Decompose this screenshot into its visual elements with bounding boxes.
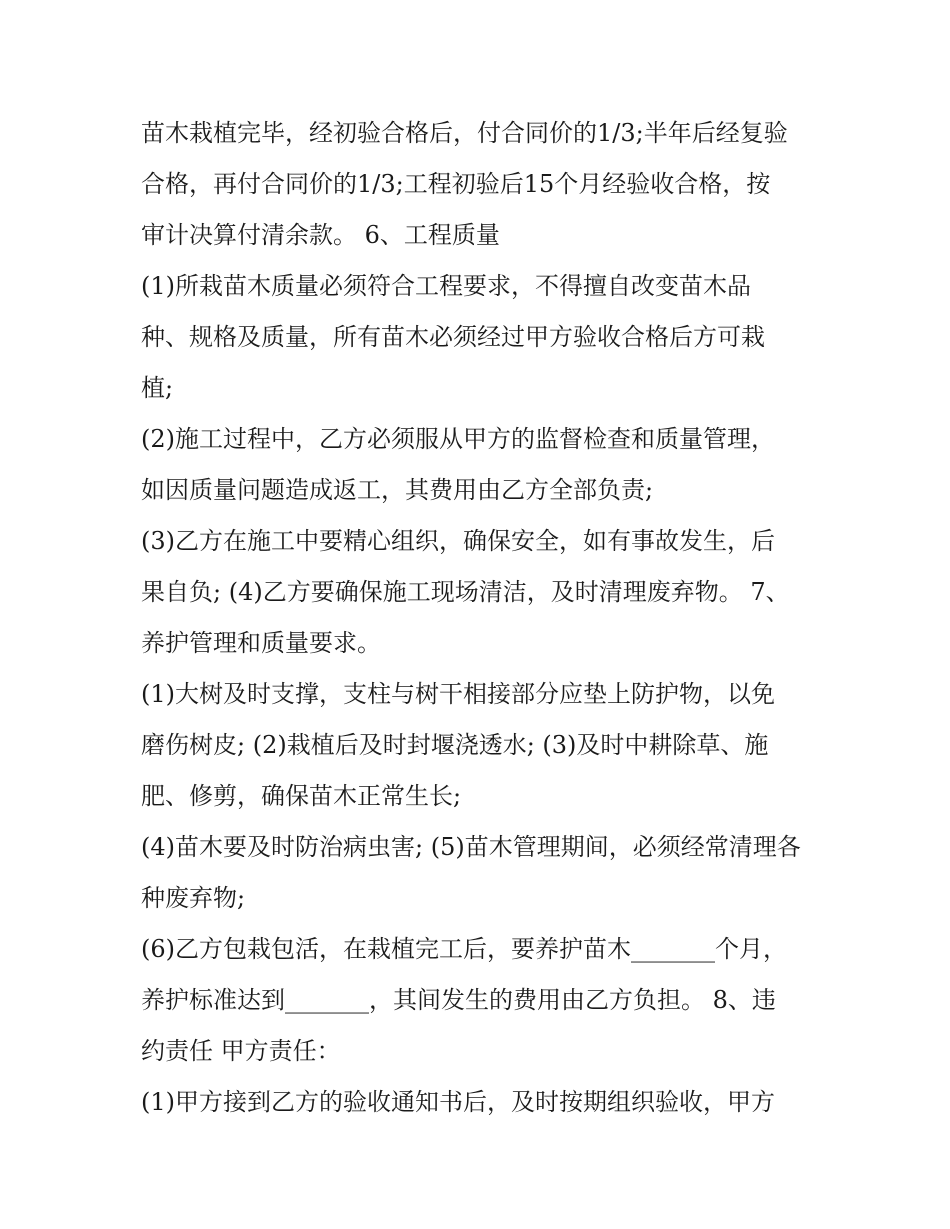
text-line: 苗木栽植完毕，经初验合格后，付合同价的1/3;半年后经复验 (141, 119, 788, 147)
text-line: 种废弃物; (141, 884, 246, 912)
text-line: (1)甲方接到乙方的验收通知书后，及时按期组织验收，甲方 (141, 1088, 775, 1116)
text-line: 植; (141, 374, 174, 402)
text-line: 养护管理和质量要求。 (141, 629, 381, 657)
text-line: 审计决算付清余款。 6、工程质量 (141, 221, 500, 249)
text-line: (2)施工过程中，乙方必须服从甲方的监督检查和质量管理， (141, 425, 775, 453)
text-line: (6)乙方包栽包活，在栽植完工后，要养护苗木_______个月， (141, 935, 787, 963)
text-line: (3)乙方在施工中要精心组织，确保安全，如有事故发生，后 (141, 527, 775, 555)
text-line: 如因质量问题造成返工，其费用由乙方全部负责; (141, 476, 654, 504)
text-line: 磨伤树皮; (2)栽植后及时封堰浇透水; (3)及时中耕除草、施 (141, 731, 769, 759)
text-line: 果自负; (4)乙方要确保施工现场清洁，及时清理废弃物。 7、 (141, 578, 790, 606)
contract-text-body (141, 108, 821, 1128)
text-line: (1)大树及时支撑，支柱与树干相接部分应垫上防护物，以免 (141, 680, 775, 708)
text-line: 合格，再付合同价的1/3;工程初验后15个月经验收合格，按 (141, 170, 771, 198)
text-line: (1)所栽苗木质量必须符合工程要求，不得擅自改变苗木品 (141, 272, 751, 300)
text-line: (4)苗木要及时防治病虫害; (5)苗木管理期间，必须经常清理各 (141, 833, 801, 861)
text-line: 种、规格及质量，所有苗木必须经过甲方验收合格后方可栽 (141, 323, 765, 351)
text-line: 养护标准达到_______，其间发生的费用由乙方负担。 8、违 (141, 986, 776, 1014)
text-line: 肥、修剪，确保苗木正常生长; (141, 782, 462, 810)
text-line: 约责任 甲方责任： (141, 1037, 341, 1065)
